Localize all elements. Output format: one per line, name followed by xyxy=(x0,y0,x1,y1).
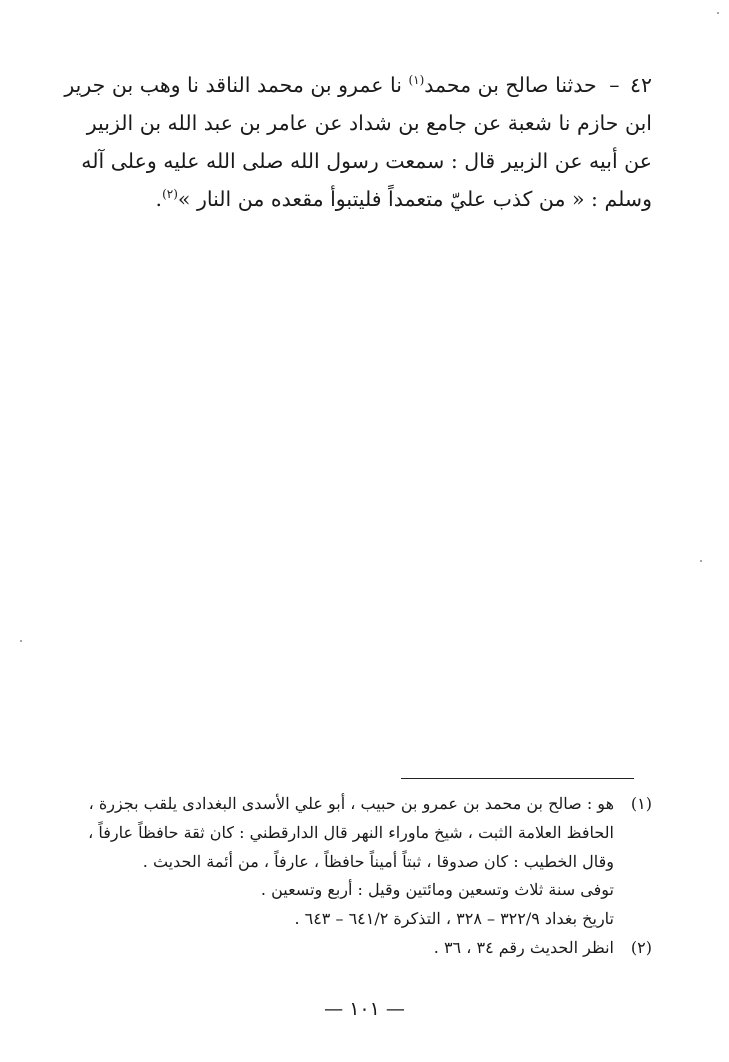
footnote-1-row-4 xyxy=(60,876,652,905)
footnote-1-line-3: وقال الخطيب : كان صدوقا ، ثبتاً أميناً حافظاً ، عارفاً ، من أئمة الحديث . xyxy=(142,851,614,871)
hadith-line-4 xyxy=(80,180,652,218)
hadith-line-1-text-b: نا عمرو بن محمد الناقد نا وهب بن جرير xyxy=(64,73,409,97)
footnote-2-number: (٢) xyxy=(630,937,652,957)
footnote-2-row-1 xyxy=(60,934,652,963)
footnote-1-line-2: الحافظ العلامة الثبت ، شيخ ماوراء النهر قال الدارقطني : كان ثقة حافظاً عارفاً ، xyxy=(88,822,614,842)
scan-speck xyxy=(700,560,702,562)
footnote-1-row-3 xyxy=(60,848,652,877)
hadith-number: ٤٢ xyxy=(629,73,652,97)
hadith-line-3: عن أبيه عن الزبير قال : سمعت رسول الله صلى الله عليه وعلى آله xyxy=(81,149,652,173)
hadith-line-2: ابن حازم نا شعبة عن جامع بن شداد عن عامر بن عبد الله بن الزبير xyxy=(86,111,652,135)
page-number: — ١٠١ — xyxy=(324,998,405,1020)
hadith-dash: – xyxy=(609,73,620,97)
scan-speck xyxy=(717,12,719,14)
footnote-1-row-2 xyxy=(60,819,652,848)
footnote-1-row-1 xyxy=(60,790,652,819)
footnote-1-line-4: توفى سنة ثلاث وتسعين ومائتين وقيل : أربع وتسعين . xyxy=(260,880,614,900)
hadith-text xyxy=(64,66,652,218)
scan-speck xyxy=(20,640,22,642)
footnote-1-row-5 xyxy=(60,905,652,934)
footnote-2-line-1: انظر الحديث رقم ٣٤ ، ٣٦ . xyxy=(433,937,614,957)
hadith-line-1 xyxy=(64,66,652,104)
hadith-line-1-text-a: حدثنا صالح بن محمد xyxy=(424,73,597,97)
hadith-line-4-text-b: . xyxy=(155,187,163,211)
footnote-1-line-1: هو : صالح بن محمد بن عمرو بن حبيب ، أبو علي الأسدى البغدادى يلقب بجزرة ، xyxy=(88,794,614,813)
footnotes-section xyxy=(60,790,652,963)
footnote-1-line-5: تاريخ بغداد ٣٢٢/٩ – ٣٢٨ ، التذكرة ٦٤١/٢ – ٦٤٣ . xyxy=(294,909,614,929)
footnote-ref-2[interactable]: (٢) xyxy=(162,187,178,202)
hadith-line-4-text-a: وسلم : « من كذب عليّ متعمداً فليتبوأ مقعده من النار » xyxy=(177,187,652,211)
footnote-1-number: (١) xyxy=(630,794,652,813)
footnote-ref-1[interactable]: (١) xyxy=(408,73,425,88)
footnote-divider xyxy=(401,778,634,779)
